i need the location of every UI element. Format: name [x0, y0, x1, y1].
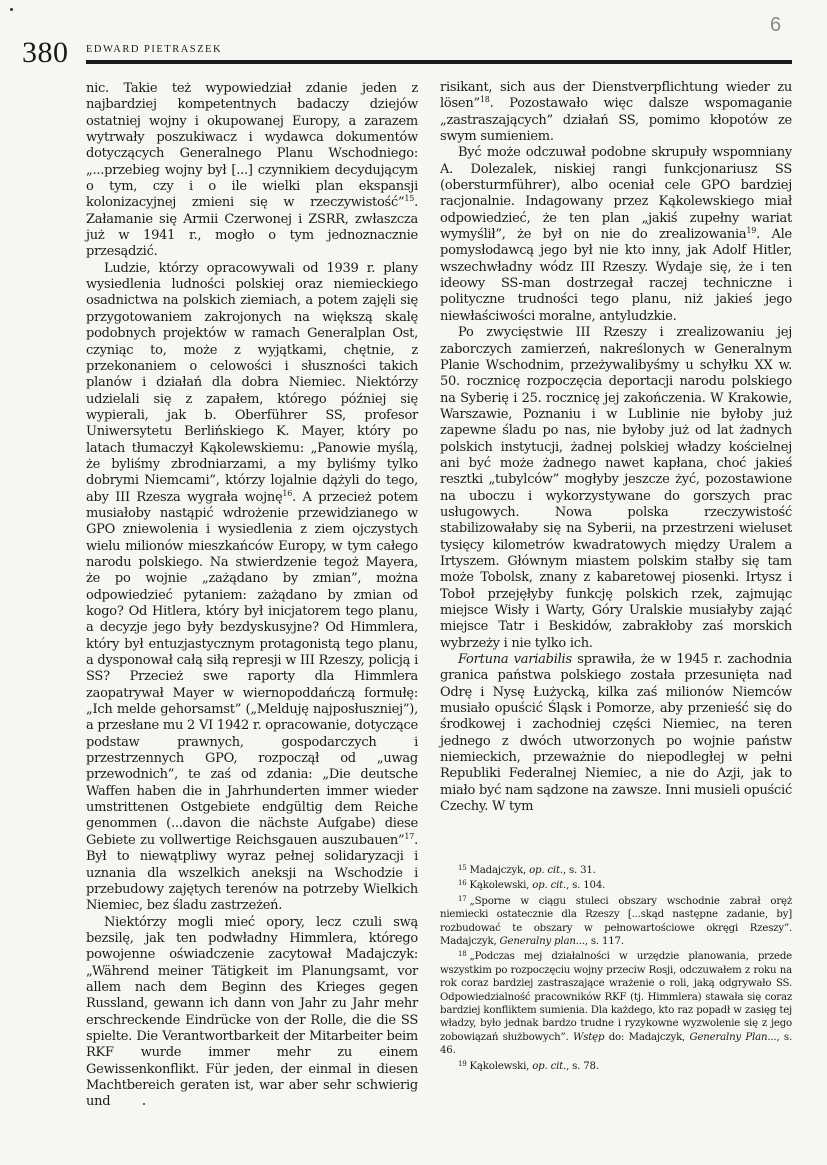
paragraph-text: sprawiła, że w 1945 r. zachodnia granica państwa polskiego została przesunięta nad Odrę i Nysę Łużycką, kilka zaś milionów Niemców musiało opuścić Śląsk i Pomorze, aby przenieść się do środkowej i zachodniej części Niemiec, na teren jednego z dwóch utworzonych po wojnie państw niemieckich, przeważnie do niepodległej w pełni Republiki Federalnej Niemiec, a nie do Azji, jak to miało być nam sądzone na zawsze. Inni musieli opuścić Czechy. W tym: [440, 652, 792, 815]
scan-speck: [10, 8, 13, 11]
page-number: 380: [22, 36, 69, 69]
footnote-number: 18: [458, 950, 467, 959]
footnote-ref: 17: [404, 831, 415, 841]
footnote-italic: op. cit.: [532, 1060, 567, 1072]
footnotes: [440, 862, 792, 1073]
paragraph-text: Być może odczuwał podobne skrupuły wspomniany A. Dolezalek, niskiej rangi funkcjonariusz SS (obersturmführer), albo oceniał cele GPO bardziej racjonalnie. Indagowany przez Kąkolewskiego miał odpowiedzieć, że ten plan „jakiś zupełny wariat wymyślił”, że był on nie do zrealizowania: [440, 145, 792, 243]
paragraph-text: Po zwycięstwie III Rzeszy i zrealizowaniu jej zaborczych zamierzeń, nakreślonych w Generalnym Planie Wschodnim, przeżywalibyśmy u schyłku XX w. 50. rocznicę rozpoczęcia deportacji narodu polskiego na Syberię i 25. rocznicę jej zakończenia. W Krakowie, Warszawie, Poznaniu i w Lublinie nie byłoby już zapewne śladu po nas, nie byłoby już od lat żadnych polskich instytucji, żadnej polskiej władzy kościelnej ani być może żadnego nawet kapłana, choć jakieś resztki „tubylców” mogłyby jeszcze żyć, pozostawione na uboczu i wykorzystywane do gorszych prac usługowych. Nowa polska rzeczywistość stabilizowałaby się na Syberii, na przestrzeni wieluset tysięcy kilometrów kwadratowych między Uralem a Irtyszem. Głównym miastem polskim stałby się tam może Tobolsk, znany z kabaretowej piosenki. Irtysz i Toboł przejęłyby funkcję polskich rzek, zajmując miejsce Wisły i Warty, Góry Uralskie musiałyby zająć miejsce Tatr i Beskidów, zabrakłoby zaś morskich wybrzeży i nie tylko ich.: [440, 325, 792, 651]
footnote-text: do: Madajczyk,: [604, 1031, 690, 1043]
footnote-text: , s. 117.: [584, 936, 624, 948]
right-column: [440, 80, 792, 815]
footnote-number: 17: [458, 894, 467, 903]
paragraph: [440, 80, 792, 145]
footnote: [440, 862, 792, 877]
paragraph-text: . Ale pomysłodawcą jego był nie kto inny, jak Adolf Hitler, wszechwładny wódz III Rzeszy. Wydaje się, że i ten ideowy SS-man dostrzegał raczej techniczne i polityczne trudności tego planu, niż jakieś jego niewłaściwości moralne, antyludzkie.: [440, 227, 792, 324]
paragraph-text: . Pozostawało więc dalsze wspomaganie „zastraszających” działań SS, pomimo kłopotów ze swym sumieniem.: [440, 96, 792, 145]
italic-phrase: Fortuna variabilis: [458, 652, 572, 668]
header-rule: [86, 60, 792, 64]
footnote-text: , s. 46.: [440, 1031, 792, 1057]
footnote-text: „Sporne w ciągu stuleci obszary wschodnie zabrał oręż niemiecki ostatecznie dla Rzeszy [...skąd następne zadanie, by] rozbudować te obszary w pełnowartościowe okręgi Rzeszy”. Madajczyk,: [440, 895, 792, 948]
footnote-ref: 16: [282, 488, 293, 498]
footnote-ref: 19: [746, 226, 757, 236]
footnote-text: , s. 78.: [566, 1060, 599, 1072]
handwritten-page-mark: 6: [770, 14, 782, 36]
footnote-text: Kąkolewski,: [469, 1060, 533, 1072]
footnote-text: Kąkolewski,: [469, 880, 533, 892]
paragraph-text: . A przecież potem musiałoby nastąpić wdrożenie przewidzianego w GPO zniewolenia i wysiedlenia z ziem ojczystych wielu milionów mieszkańców Europy, w tym całego narodu polskiego. Na stwierdzenie tegoż Mayera, że po wojnie „zażądano by zmian”, można odpowiedzieć pytaniem: zażądano by zmian od kogo? Od Hitlera, który był inicjatorem tego planu, a decyzje jego były bezdyskusyjne? Od Himmlera, który był entuzjastycznym protagonistą tego planu, a dysponował całą siłą represji w III Rzeszy, policją i SS? Przecież swe raporty dla Himmlera zaopatrywał Mayer w wiernopoddańczą formułę: „Ich melde gehorsamst” („Melduję najposłuszniej”), a przesłane mu 2 VI 1942 r. opracowanie, dotyczące podstaw prawnych, gospodarczych i przestrzennych GPO, rozpoczął od „uwag przewodnich”, te zaś od zdania: „Die deutsche Waffen haben die in Jahrhunderten immer wieder umstrittenen Ostgebiete endgültig dem Reiche genommen (...davon die nächste Aufgabe) diese Gebiete zu vollwertige Reichsgauen auszubauen”: [86, 489, 418, 848]
footnote-italic: Wstęp: [572, 1031, 605, 1043]
paragraph: [86, 261, 418, 915]
paragraph: [440, 325, 792, 652]
footnote: [440, 1058, 792, 1073]
footnote-number: 15: [458, 864, 467, 872]
footnote-number: 16: [458, 879, 467, 888]
footnote-italic: Generalny plan...: [499, 936, 585, 948]
paragraph-text: Niektórzy mogli mieć opory, lecz czuli swą bezsilę, jak ten podwładny Himmlera, którego powojenne oświadczenie zacytował Madajczyk: „Während meiner Tätigkeit im Planungsamt, vor allem nach dem Beginn des Krieges gegen Russland, gewann ich dann von Jahr zu Jahr mehr erschreckende Eindrücke von der Rolle, die die SS spielte. Die Verantwortbarkeit der Mitarbeiter beim RKF wurde immer mehr zu einem Gewissenkonflikt. Für jeden, der einmal in diesen Machtbereich geraten ist, war aber sehr schwierig und: [86, 914, 418, 1110]
paragraph-text: nic. Takie też wypowiedział zdanie jeden z najbardziej kompetentnych badaczy dziejów ostatniej wojny i okupowanej Europy, a zarazem wytrwały poszukiwacz i wydawca dokumentów dotyczących Generalnego Planu Wschodniego: „...przebieg wojny był [...] czynnikiem decydującym o tym, czy i o ile wielki plan ekspansji kolonizacyjnej zmieni się w rzeczywistość”: [86, 81, 418, 211]
scan-speck: [143, 1103, 145, 1105]
paragraph-text: risikant, sich aus der Dienstverpflichtung wieder zu lösen”: [440, 80, 792, 112]
paragraph: [440, 145, 792, 325]
paragraph: [440, 652, 792, 815]
footnote-text: „Podczas mej działalności w urzędzie planowania, przede wszystkim po rozpoczęciu wojny przeciw Rosji, odczuwałem z roku na rok coraz bardziej zastraszające wrażenie o roli, jaką odgrywało SS. Odpowiedzialność pracowników RKF (tj. Himmlera) stawała się coraz bardziej konfliktem sumienia. Dla każdego, kto raz popadł w zasięg tej władzy, było jednak bardzo trudne i ryzykowne wyzwolenie się z jego zobowiązań służbowych”.: [440, 951, 792, 1043]
paragraph-text: Ludzie, którzy opracowywali od 1939 r. plany wysiedlenia ludności polskiej oraz niemieckiego osadnictwa na polskich ziemiach, a potem zajęli się przygotowaniem zakrojonych na większą skalę podobnych projektów w ramach Generalplan Ost, czyniąc to, może z wyjątkami, chętnie, z przekonaniem o celowości i słuszności takich planów i działań dla dobra Niemiec. Niektórzy udzielali się z zapałem, którego później się wypierali, jak b. Oberführer SS, profesor Uniwersytetu Berlińskiego K. Mayer, który po latach tłumaczył Kąkolewskiemu: „Panowie myślą, że byliśmy zbrodniarzami, a my byliśmy tylko dobrymi Niemcami”, którzy lojalnie dążyli do tego, aby III Rzesza wygrała wojnę: [86, 260, 418, 505]
paragraph-text: . Był to niewątpliwy wyraz pełnej solidaryzacji i uznania dla wszelkich aneksji na Wschodzie i przebudowy zajętych terenów na potrzeby Wielkich Niemiec, bez śladu zastrzeżeń.: [86, 832, 418, 914]
footnote-italic: Generalny Plan...: [689, 1031, 777, 1043]
paragraph: [86, 915, 418, 1111]
footnote-text: , s. 104.: [566, 880, 606, 892]
paragraph: [86, 81, 418, 261]
footnote: [440, 948, 792, 1057]
footnote-ref: 15: [404, 194, 415, 204]
footnote-text: Madajczyk,: [469, 865, 530, 876]
running-head: EDWARD PIETRASZEK: [86, 44, 223, 55]
footnote-italic: op. cit.: [529, 865, 563, 876]
paragraph-text: . Załamanie się Armii Czerwonej i ZSRR, zwłaszcza już w 1941 r., mogło o tym jednoznacznie przesądzić.: [86, 195, 418, 260]
footnote: [440, 893, 792, 949]
footnote-text: , s. 31.: [562, 865, 596, 876]
footnote: [440, 877, 792, 892]
footnote-italic: op. cit.: [532, 880, 567, 892]
footnote-number: 19: [458, 1059, 467, 1068]
footnote-ref: 18: [479, 95, 490, 105]
left-column: [86, 81, 418, 1111]
